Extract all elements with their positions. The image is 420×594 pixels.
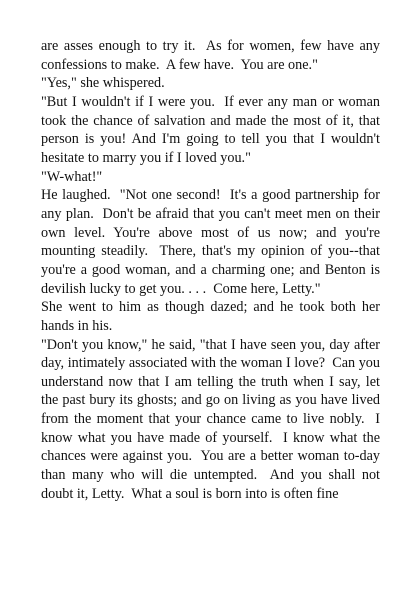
paragraph-4: "W-what!" [41,168,103,185]
paragraph-2: "Yes," she whispered. [41,75,165,92]
paragraph-3: "But I wouldn't if I were you. If ever any man or woman took the chance of salvation and made the most of it, that person is you! And I'm going to tell you that I wouldn't hesitate to marry you if I loved you." [41,93,384,166]
paragraph-1: are asses enough to try it. As for women, few have any confessions to make. A few have. You are one." [41,38,384,73]
paragraph-7: "Don't you know," he said, "that I have seen you, day after day, intimately associated with the woman I love? Can you understand now that I am telling the truth when I say, let the past bury its ghosts; and go on living as you have lived from the moment that your chance came to live nobly. I know what you have made of yourself. I know what the chances were against you. You are a better woman to-day than many who will die untempted. And you shall not doubt it, Letty. What a soul is born into is often fine [41,336,384,502]
page-text [41,37,384,503]
paragraph-5: He laughed. "Not one second! It's a good partnership for any plan. Don't be afraid that you can't meet men on their own level. You're above most of us now; and you're mounting steadily. There, that's my opinion of you--that you're a good woman, and a charming one; and Benton is devilish lucky to get you. . . . Come here, Letty." [41,187,384,297]
paragraph-6: She went to him as though dazed; and he took both her hands in his. [41,299,384,334]
